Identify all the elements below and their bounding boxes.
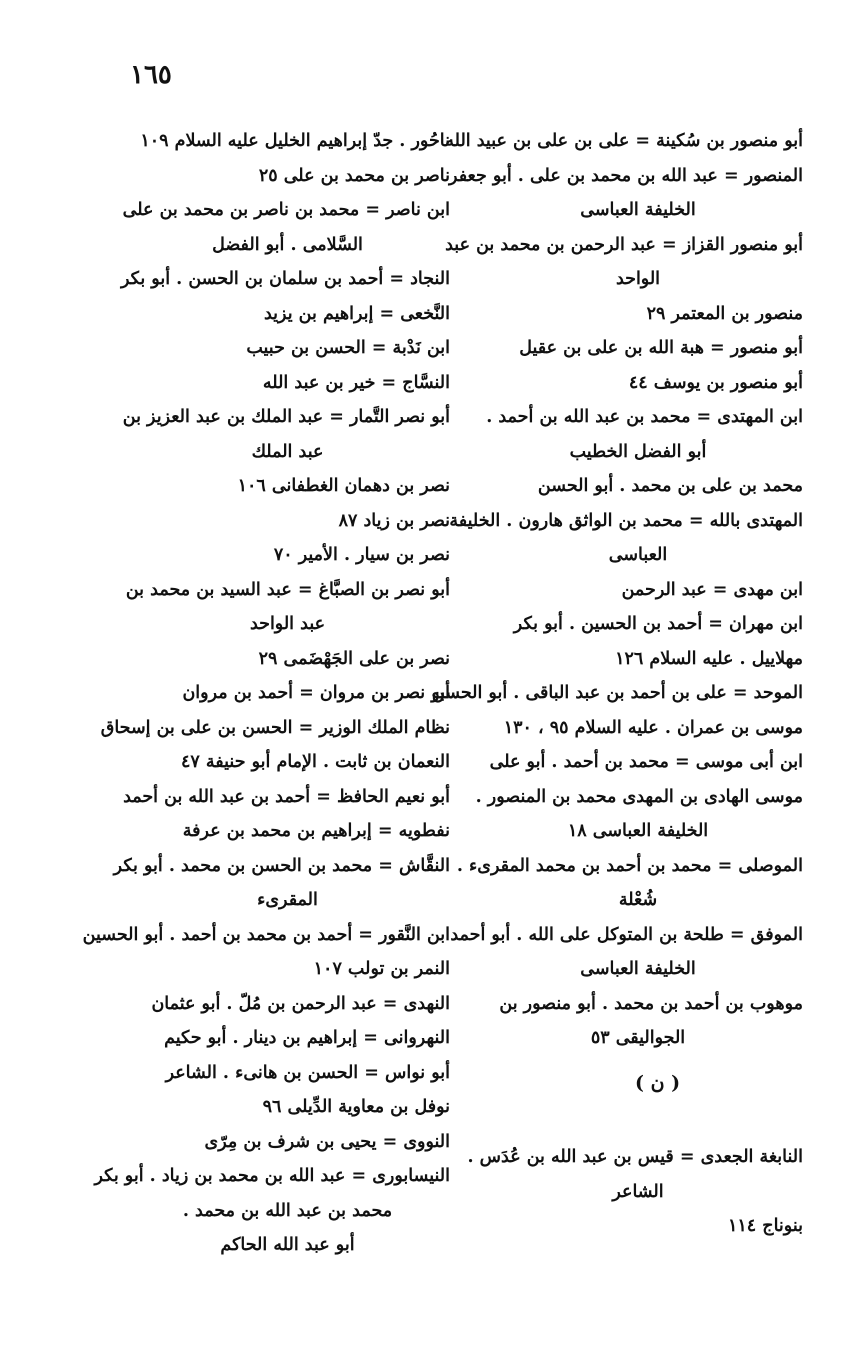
index-entry-line: موسى الهادى بن المهدى محمد بن المنصور . xyxy=(475,786,803,807)
index-entry-line: نصر بن على الجَهْضَمى ٢٩ xyxy=(258,648,450,669)
index-column-right xyxy=(431,124,803,1056)
index-entry-line: محمد بن على بن محمد . أبو الحسن xyxy=(537,476,803,496)
index-entry xyxy=(473,469,803,504)
index-entry-line: النعمان بن ثابت . الإمام أبو حنيفة ٤٧ xyxy=(181,752,450,772)
index-entry-line: أبو منصور بن يوسف ٤٤ xyxy=(628,372,803,393)
index-column-right-2 xyxy=(467,1140,803,1244)
index-entry-line: الموحد = على بن أحمد بن عبد الباقى . أبو الحسن xyxy=(431,683,803,703)
index-entry xyxy=(113,849,450,918)
index-entry-line: منصور بن المعتمر ٢٩ xyxy=(646,303,803,324)
section-letter-heading: ( ن ) xyxy=(635,1072,681,1094)
index-entry-line: بنوناج ١١٤ xyxy=(728,1216,803,1236)
index-entry-continuation: الخليفة العباسى xyxy=(580,200,696,220)
index-entry-continuation: الخليفة العباسى xyxy=(580,959,696,979)
index-entry xyxy=(122,400,450,469)
index-entry-line: أبو منصور = هبة الله بن على بن عقيل xyxy=(519,338,803,358)
index-column-left xyxy=(82,124,450,1263)
index-entry-line: المهتدى بالله = محمد بن الواثق هارون . الخليفة xyxy=(449,510,803,531)
index-entry-line: النقَّاش = محمد بن الحسن بن محمد . أبو بكر xyxy=(113,855,450,876)
index-entry xyxy=(125,952,450,987)
index-entry-continuation: محمد بن عبد الله بن محمد . xyxy=(182,1200,393,1221)
index-entry-line: أبو نعيم الحافظ = أحمد بن عبد الله بن أحمد xyxy=(123,786,450,807)
index-entry-line: النجاد = أحمد بن سلمان بن الحسن . أبو بكر xyxy=(121,269,450,289)
index-entry xyxy=(125,538,450,573)
index-entry-line: النسَّاج = خير بن عبد الله xyxy=(262,372,450,393)
index-entry-line: النووى = يحيى بن شرف بن مِرّى xyxy=(204,1131,450,1152)
index-entry xyxy=(100,711,450,746)
index-entry-line: أبو نصر بن مروان = أحمد بن مروان xyxy=(182,683,450,703)
index-entry-line: نصر بن سيار . الأمير ٧٠ xyxy=(273,545,450,565)
index-entry-line: أبو نصر التَّمار = عبد الملك بن عبد العزيز بن xyxy=(122,407,450,427)
index-entry xyxy=(125,780,450,815)
index-entry xyxy=(125,573,450,642)
index-entry xyxy=(473,400,803,469)
index-entry xyxy=(122,193,450,262)
index-entry-line: النيسابورى = عبد الله بن محمد بن زياد . أبو بكر xyxy=(94,1166,450,1186)
index-entry-line: الموفق = طلحة بن المتوكل على الله . أبو أحمد xyxy=(450,924,803,945)
index-entry xyxy=(473,711,803,746)
index-entry-line: نظام الملك الوزير = الحسن بن على بن إسحاق xyxy=(100,717,450,738)
index-entry-continuation: أبو الفضل الخطيب xyxy=(569,441,707,462)
index-entry-continuation: شُعْلة xyxy=(618,890,658,910)
index-entry xyxy=(125,159,450,194)
index-entry-continuation: الجواليقى ٥٣ xyxy=(590,1028,686,1048)
index-entry xyxy=(450,918,803,987)
index-entry-line: الموصلى = محمد بن أحمد بن محمد المقرىء . xyxy=(456,855,803,876)
index-entry xyxy=(125,1090,450,1125)
index-entry xyxy=(467,1140,803,1209)
index-entry-line: النهروانى = إبراهيم بن دينار . أبو حكيم xyxy=(164,1028,450,1048)
index-entry-line: أبو نواس = الحسن بن هانىء . الشاعر xyxy=(165,1062,450,1083)
index-entry-line: نصر بن دهمان الغطفانى ١٠٦ xyxy=(237,476,450,496)
index-entry xyxy=(473,573,803,608)
index-entry-line: موسى بن عمران . عليه السلام ٩٥ ، ١٣٠ xyxy=(503,717,803,738)
index-entry xyxy=(125,987,450,1022)
index-entry-continuation: العباسى xyxy=(608,545,668,565)
index-entry xyxy=(449,504,803,573)
index-entry-line: مهلاييل . عليه السلام ١٢٦ xyxy=(615,648,803,669)
index-entry xyxy=(125,504,450,539)
index-entry xyxy=(473,745,803,780)
index-entry-line: ابن ناصر = محمد بن ناصر بن محمد بن على xyxy=(122,200,450,220)
index-entry xyxy=(473,642,803,677)
index-entry-continuation: الخليفة العباسى ١٨ xyxy=(567,821,709,841)
index-entry-continuation: أبو عبد الله الحاكم xyxy=(220,1235,355,1255)
index-entry xyxy=(125,469,450,504)
index-entry xyxy=(125,124,450,159)
index-entry-line: موهوب بن أحمد بن محمد . أبو منصور بن xyxy=(499,993,803,1014)
index-entry xyxy=(445,228,803,297)
index-entry xyxy=(94,1159,450,1263)
index-entry xyxy=(82,918,450,953)
index-entry xyxy=(125,331,450,366)
index-entry-line: ناصر بن محمد بن على ٢٥ xyxy=(258,165,450,186)
index-entry xyxy=(125,366,450,401)
index-entry-line: نفطويه = إبراهيم بن محمد بن عرفة xyxy=(182,821,450,841)
index-entry-line: نوفل بن معاوية الدِّيلى ٩٦ xyxy=(262,1097,450,1117)
index-entry-line: ابن المهتدى = محمد بن عبد الله بن أحمد . xyxy=(486,407,803,427)
index-entry xyxy=(125,745,450,780)
index-entry xyxy=(473,987,803,1056)
index-entry-line: ابن النَّقور = أحمد بن محمد بن أحمد . أبو الحسين xyxy=(82,924,450,945)
index-entry xyxy=(121,262,450,297)
index-entry-continuation: المقرىء xyxy=(257,890,318,910)
index-entry xyxy=(473,331,803,366)
index-entry xyxy=(125,1056,450,1091)
index-entry-continuation: عبد الملك xyxy=(251,441,324,462)
index-entry-line: ابن أبى موسى = محمد بن أحمد . أبو على xyxy=(489,752,803,772)
index-entry-line: ابن نَدْبة = الحسن بن حبيب xyxy=(246,338,450,358)
index-entry xyxy=(125,1021,450,1056)
index-entry-line: النَّخعى = إبراهيم بن يزيد xyxy=(263,303,450,324)
index-entry-line: ابن مهران = أحمد بن الحسين . أبو بكر xyxy=(513,614,803,634)
index-entry xyxy=(473,366,803,401)
index-entry-line: النهدى = عبد الرحمن بن مُلّ . أبو عثمان xyxy=(151,993,450,1014)
index-entry-line: أبو نصر بن الصبَّاغ = عبد السيد بن محمد بن xyxy=(125,579,450,600)
index-entry-continuation: السَّلامى . أبو الفضل xyxy=(212,234,363,255)
index-entry-line: ابن مهدى = عبد الرحمن xyxy=(621,579,803,600)
index-entry xyxy=(473,1209,803,1244)
index-entry xyxy=(456,849,803,918)
index-entry xyxy=(473,780,803,849)
index-entry xyxy=(125,642,450,677)
index-entry-continuation: الواحد xyxy=(615,269,661,289)
index-entry xyxy=(125,1125,450,1160)
index-entry xyxy=(449,159,803,228)
index-entry-continuation: عبد الواحد xyxy=(249,614,326,634)
index-entry-line: نصر بن زياد ٨٧ xyxy=(338,510,450,531)
index-entry-line: ناحُور . جدّ إبراهيم الخليل عليه السلام ١٠٩ xyxy=(140,131,450,151)
index-entry xyxy=(125,297,450,332)
index-entry xyxy=(125,676,450,711)
index-entry-line: النابغة الجعدى = قيس بن عبد الله بن عُدَس . xyxy=(467,1147,803,1167)
index-entry-line: أبو منصور بن سُكينة = على بن على بن عبيد الله xyxy=(445,131,803,151)
index-entry xyxy=(125,814,450,849)
index-entry xyxy=(473,607,803,642)
index-entry xyxy=(445,124,803,159)
index-entry-line: النمر بن تولب ١٠٧ xyxy=(313,959,450,979)
index-entry xyxy=(473,297,803,332)
page-number: ١٦٥ xyxy=(130,60,172,90)
index-entry-line: المنصور = عبد الله بن محمد بن على . أبو جعفر xyxy=(449,165,803,186)
index-entry xyxy=(431,676,803,711)
index-entry-line: أبو منصور القزاز = عبد الرحمن بن محمد بن عبد xyxy=(445,234,803,255)
index-entry-continuation: الشاعر xyxy=(612,1181,664,1202)
